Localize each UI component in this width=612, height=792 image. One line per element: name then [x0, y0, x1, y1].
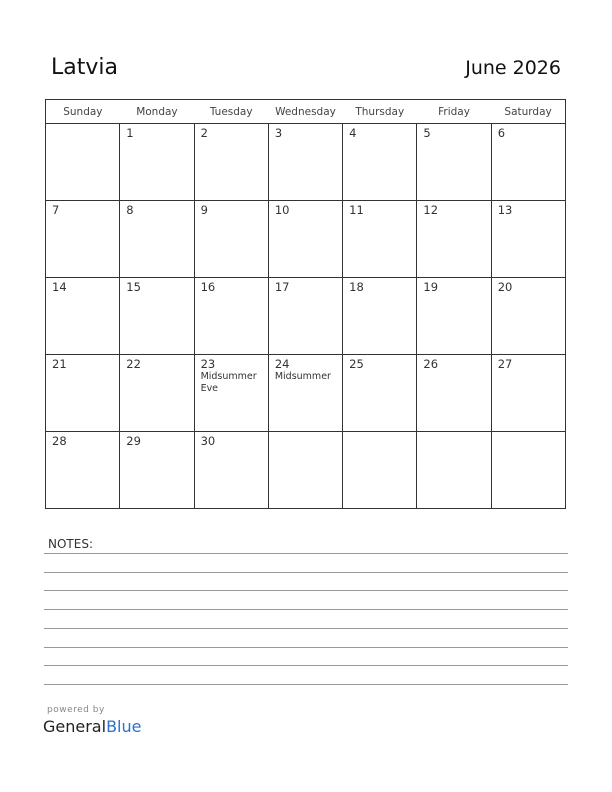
generalblue-logo [43, 717, 141, 736]
day-cell [194, 278, 268, 355]
day-cell [46, 201, 120, 278]
day-cell [268, 432, 342, 509]
day-cell [491, 124, 565, 201]
day-cell [417, 278, 491, 355]
notes-line [44, 553, 568, 554]
day-cell [194, 355, 268, 432]
day-number: 15 [126, 280, 141, 294]
notes-line [44, 628, 568, 629]
day-number: 21 [52, 357, 67, 371]
weekday-header-row [46, 100, 566, 124]
day-number: 26 [423, 357, 439, 371]
day-number: 14 [52, 280, 67, 294]
holiday-label: Midsummer [274, 371, 331, 382]
day-cell [268, 355, 342, 432]
day-cell [491, 432, 565, 509]
day-number: 11 [349, 203, 364, 217]
day-cell [268, 201, 342, 278]
day-number: 27 [497, 357, 513, 371]
week-row [46, 124, 566, 201]
weekday-friday: Friday [417, 100, 491, 124]
day-number: 17 [274, 280, 290, 294]
day-cell [194, 432, 268, 509]
day-cell [491, 355, 565, 432]
day-cell [194, 124, 268, 201]
day-cell [120, 278, 194, 355]
day-number: 2 [200, 126, 208, 140]
day-number: 23 [200, 357, 216, 371]
day-cell [46, 124, 120, 201]
day-cell [417, 355, 491, 432]
day-cell [343, 124, 417, 201]
week-row [46, 278, 566, 355]
weekday-wednesday: Wednesday [268, 100, 342, 124]
day-number: 8 [126, 203, 134, 217]
day-number: 25 [349, 357, 364, 371]
day-cell [120, 355, 194, 432]
day-cell [343, 201, 417, 278]
day-number: 4 [349, 126, 357, 140]
day-number: 7 [52, 203, 60, 217]
day-number: 13 [497, 203, 513, 217]
day-cell [268, 278, 342, 355]
day-number: 24 [274, 357, 290, 371]
day-cell [343, 432, 417, 509]
holiday-label: Midsummer Eve [200, 371, 257, 394]
weekday-monday: Monday [120, 100, 194, 124]
day-number: 30 [200, 434, 216, 448]
day-number: 28 [52, 434, 67, 448]
day-number: 3 [274, 126, 283, 140]
day-number: 6 [497, 126, 506, 140]
day-cell [120, 201, 194, 278]
notes-line [44, 684, 568, 685]
notes-line [44, 647, 568, 648]
day-cell [120, 124, 194, 201]
day-cell [491, 278, 565, 355]
brand-blue: Blue [106, 717, 142, 736]
weekday-saturday: Saturday [491, 100, 565, 124]
week-row [46, 432, 566, 509]
day-number: 10 [274, 203, 290, 217]
day-cell [46, 355, 120, 432]
day-cell [417, 124, 491, 201]
notes-line [44, 590, 568, 591]
day-cell [343, 278, 417, 355]
day-number: 16 [200, 280, 216, 294]
day-number: 22 [126, 357, 141, 371]
day-cell [417, 201, 491, 278]
day-cell [268, 124, 342, 201]
day-number: 19 [423, 280, 439, 294]
calendar-grid [45, 99, 566, 509]
day-number: 29 [126, 434, 141, 448]
day-cell [343, 355, 417, 432]
notes-line [44, 665, 568, 666]
month-title: June 2026 [465, 57, 561, 79]
week-row [46, 201, 566, 278]
day-cell [417, 432, 491, 509]
day-cell [491, 201, 565, 278]
day-cell [46, 278, 120, 355]
weekday-sunday: Sunday [46, 100, 120, 124]
day-number: 5 [423, 126, 431, 140]
week-row [46, 355, 566, 432]
day-number: 9 [200, 203, 208, 217]
brand-general: General [43, 717, 107, 736]
weekday-tuesday: Tuesday [194, 100, 268, 124]
day-number: 20 [497, 280, 513, 294]
day-cell [46, 432, 120, 509]
notes-label: NOTES: [48, 537, 93, 551]
day-cell [120, 432, 194, 509]
day-number: 18 [349, 280, 364, 294]
powered-by-text: powered by [47, 705, 105, 715]
notes-line [44, 609, 568, 610]
country-title: Latvia [51, 55, 118, 80]
day-number: 1 [126, 126, 134, 140]
notes-line [44, 572, 568, 573]
day-number: 12 [423, 203, 439, 217]
day-cell [194, 201, 268, 278]
weekday-thursday: Thursday [343, 100, 417, 124]
